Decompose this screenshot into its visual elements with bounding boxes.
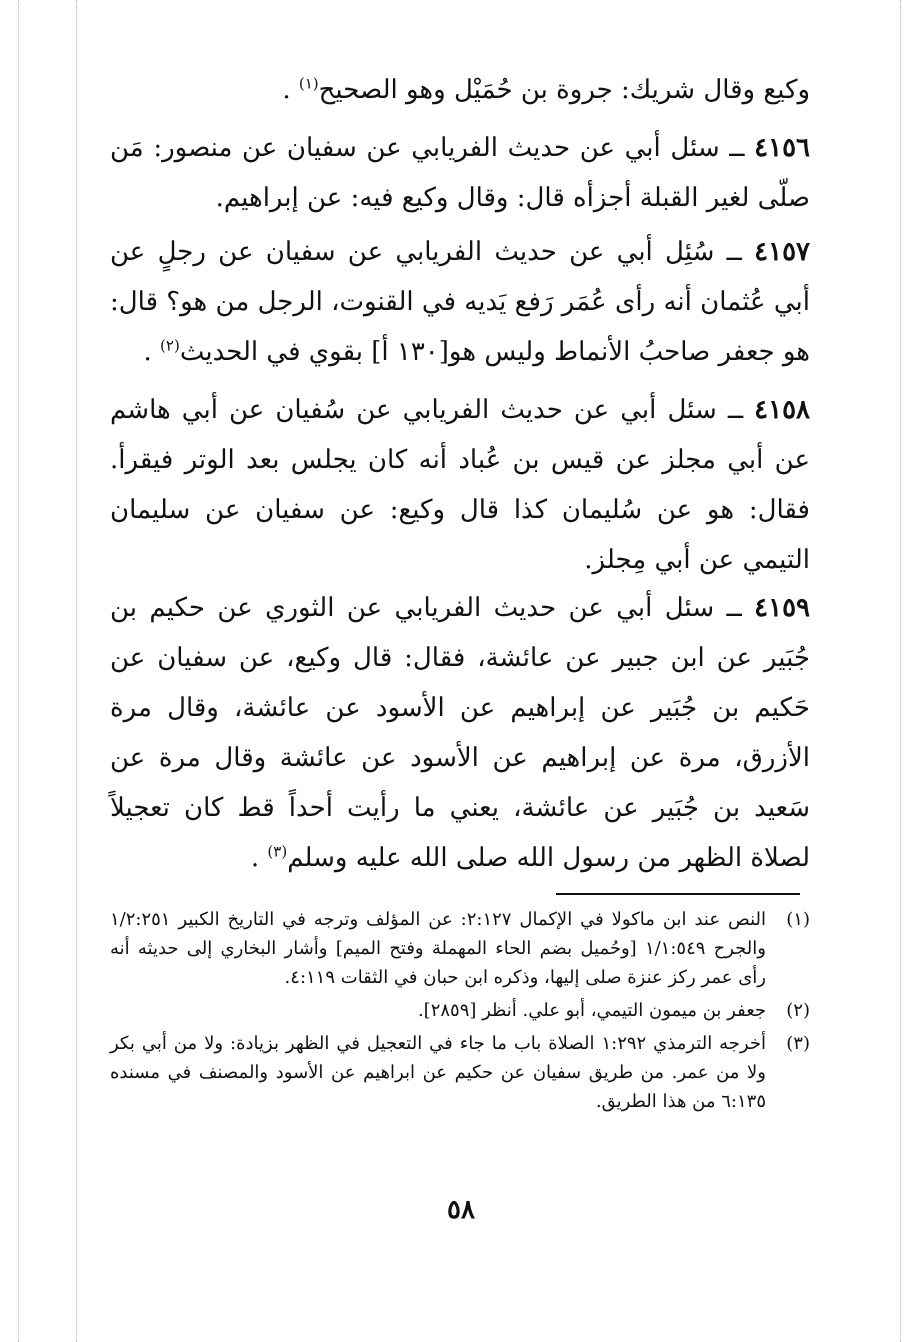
left-margin-guide [18, 0, 19, 1342]
footnote-marker: (٣) [786, 1033, 810, 1054]
paragraph-end: . [143, 337, 152, 367]
footnote-item [110, 905, 810, 992]
footnote-reference: (٣) [267, 842, 288, 861]
entry-number: ٤١٥٧ [754, 237, 810, 267]
footnote-text: النص عند ابن ماكولا في الإكمال ٢:١٢٧: عن المؤلف وترجه في التاريخ الكبير ١/٢:٢٥١ والجرح ١/١:٥٤٩ [وحُميل بضم الحاء المهملة وفتح الميم] وأشار البخاري إلى حديثه أنه رأى عمر ركز عنزة صلى إليها، وذكره ابن حبان في الثقات ٤:١١٩. [110, 909, 766, 988]
footnote-item [110, 1029, 810, 1116]
paragraph-end: . [282, 75, 291, 105]
entry-4156 [110, 123, 810, 223]
footnote-text: أخرجه الترمذي ١:٢٩٢ الصلاة باب ما جاء في التعجيل في الظهر بزيادة: ولا من أبي بكر ولا من عمر. من طريق سفيان عن حكيم عن ابراهيم عن الأسود والمصنف في مسنده ٦:١٣٥ من هذا الطريق. [110, 1033, 766, 1112]
right-margin-guide [900, 0, 901, 1342]
entry-4157 [110, 227, 810, 377]
footnotes [110, 905, 810, 1120]
paragraph-continuation [110, 65, 810, 115]
page-number: ٥٨ [447, 1195, 475, 1225]
inner-margin-guide [76, 0, 77, 1342]
footnote-reference: (١) [298, 74, 319, 93]
entry-number: ٤١٥٩ [754, 593, 810, 623]
entry-4159 [110, 583, 810, 883]
footnote-reference: (٢) [160, 336, 180, 355]
entry-number: ٤١٥٦ [754, 133, 810, 163]
entry-text: ــ سئل أبي عن حديث الفريابي عن سفيان عن منصور: مَن صلّى لغير القبلة أجزأه قال: وقال وكيع فيه: عن إبراهيم. [110, 133, 810, 213]
footnote-separator [556, 893, 800, 895]
footnote-text: جعفر بن ميمون التيمي، أبو علي. أنظر [٢٨٥٩]. [417, 1000, 766, 1021]
entry-number: ٤١٥٨ [754, 395, 810, 425]
entry-text: ــ سئل أبي عن حديث الفريابي عن سُفيان عن أبي هاشم عن أبي مجلز عن قيس بن عُباد أنه كان يجلس بعد الوتر فيقرأ. فقال: هو عن سُليمان كذا قال وكيع: عن سفيان عن سليمان التيمي عن أبي مِجلز. [110, 395, 810, 575]
paragraph-text: وكيع وقال شريك: جروة بن حُمَيْل وهو الصحيح [318, 75, 810, 105]
footnote-item [110, 996, 810, 1025]
entry-text: ــ سئل أبي عن حديث الفريابي عن الثوري عن حكيم بن جُبَير عن ابن جبير عن عائشة، فقال: قال وكيع، عن سفيان عن حَكيم بن جُبَير عن إبراهيم عن الأسود عن عائشة، وقال مرة الأزرق، مرة عن إبراهيم عن الأسود عن عائشة وقال مرة عن سَعيد بن جُبَير عن عائشة، يعني ما رأيت أحداً قط كان تعجيلاً لصلاة الظهر من رسول الله صلى الله عليه وسلم [110, 593, 810, 873]
entry-text: ــ سُئِل أبي عن حديث الفريابي عن سفيان عن رجلٍ عن أبي عُثمان أنه رأى عُمَر رَفع يَديه في القنوت، الرجل من هو؟ قال: هو جعفر صاحبُ الأنماط وليس هو[١٣٠ أ] بقوي في الحديث [110, 237, 810, 367]
footnote-marker: (٢) [786, 1000, 810, 1021]
entry-4158 [110, 385, 810, 585]
paragraph-end: . [250, 843, 260, 873]
footnote-marker: (١) [786, 909, 810, 930]
